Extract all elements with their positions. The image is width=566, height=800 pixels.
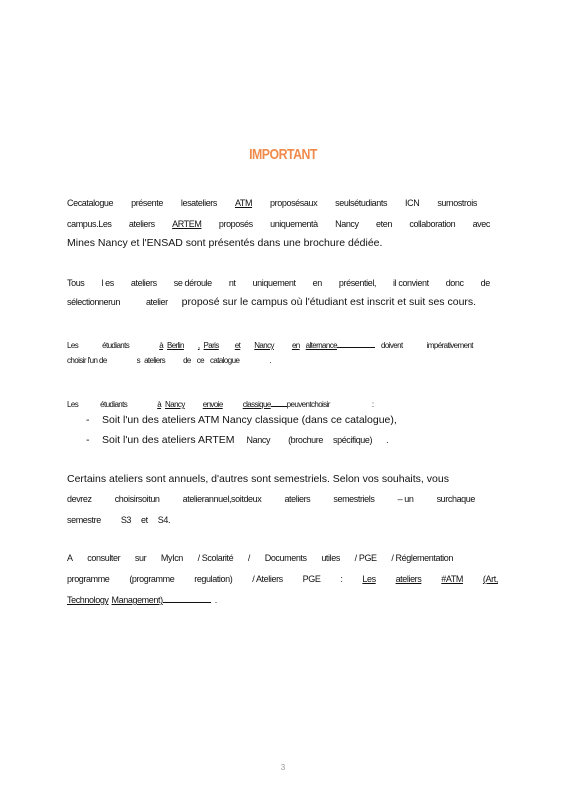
- p1-line-2: [67, 219, 490, 229]
- word: seulsétudiants: [335, 198, 388, 208]
- word: .: [386, 435, 389, 445]
- word: surnostrois: [437, 198, 477, 208]
- word: Documents: [264, 553, 307, 563]
- word: en: [312, 278, 322, 288]
- word: ICN: [405, 198, 420, 208]
- word: ateliers: [284, 494, 311, 504]
- word: se déroule: [173, 278, 212, 288]
- bullet-item-1: [86, 414, 397, 426]
- word: ateliers: [130, 278, 157, 288]
- word: choisir l'un de: [67, 356, 107, 365]
- p1-line-1: [67, 198, 477, 208]
- word: nt: [228, 278, 236, 288]
- word: / PGE: [354, 553, 377, 563]
- word: – un: [397, 494, 414, 504]
- word: atelierannuel,soitdeux: [182, 494, 262, 504]
- word: programme: [67, 574, 110, 584]
- word: l es: [101, 278, 114, 288]
- word: Les: [67, 341, 79, 350]
- p4-line-1: [67, 397, 373, 409]
- word: Nancy: [165, 400, 185, 409]
- word: eten: [376, 219, 392, 229]
- word: / Scolarité: [197, 553, 234, 563]
- word: et: [141, 515, 148, 525]
- word: /: [247, 553, 251, 563]
- word: S4.: [157, 515, 171, 525]
- word: uniquementà: [270, 219, 318, 229]
- word: proposés: [218, 219, 253, 229]
- word: Les: [67, 400, 79, 409]
- word: donc: [445, 278, 464, 288]
- word: choisirsoitun: [114, 494, 160, 504]
- word: A: [67, 553, 73, 563]
- word: atelier: [145, 297, 168, 307]
- word: alternance: [305, 341, 338, 350]
- word: :: [371, 400, 374, 409]
- word: surchaque: [436, 494, 475, 504]
- word: classique: [242, 400, 271, 409]
- word: ce: [196, 356, 205, 365]
- word: avec: [472, 219, 490, 229]
- word: collaboration: [409, 219, 456, 229]
- underline-gap: [163, 593, 211, 603]
- underline-gap: [337, 338, 375, 348]
- word: .: [214, 595, 217, 605]
- word: devrez: [67, 494, 92, 504]
- bullet-dash: -: [86, 414, 90, 426]
- p6-line-2: [67, 574, 498, 584]
- word: / Réglementation: [391, 553, 453, 563]
- p5-line-1: Certains ateliers sont annuels, d'autres sont semestriels. Selon vos souhaits, vous: [67, 473, 449, 485]
- word: à: [157, 400, 162, 409]
- word: MyIcn: [160, 553, 183, 563]
- p2-line-2: [67, 296, 476, 308]
- p6-line-1: [67, 553, 453, 563]
- word: impérativement: [426, 341, 473, 350]
- word: à: [159, 341, 164, 350]
- word: présentiel,: [338, 278, 377, 288]
- word: étudiants: [100, 400, 128, 409]
- word: utiles: [321, 553, 340, 563]
- word: uniquement: [252, 278, 296, 288]
- word: de: [183, 356, 191, 365]
- bullet-text: Soit l'un des ateliers ATM Nancy classique (dans ce catalogue),: [102, 414, 397, 426]
- word-artem: ARTEM: [172, 219, 202, 229]
- word-atm: ATM: [234, 198, 253, 208]
- p5-line-3: [67, 515, 170, 525]
- word: (brochure: [288, 435, 323, 445]
- word: S3: [120, 515, 132, 525]
- word: Nancy: [246, 435, 271, 445]
- word: catalogue: [210, 356, 240, 365]
- word: spécifique): [332, 435, 373, 445]
- p3-line-1: [67, 338, 473, 350]
- word: semestriels: [333, 494, 375, 504]
- bullet-dash: -: [86, 434, 90, 446]
- word: doivent: [381, 341, 403, 350]
- word: de: [480, 278, 490, 288]
- link-word[interactable]: Technology: [67, 595, 109, 605]
- word: envoie: [202, 400, 223, 409]
- page-number: 3: [280, 763, 286, 772]
- p6-line-3: [67, 593, 217, 605]
- word: PGE: [302, 574, 321, 584]
- word: en: [291, 341, 300, 350]
- word: sur: [134, 553, 147, 563]
- link-word[interactable]: #ATM: [441, 574, 464, 584]
- word: regulation): [194, 574, 233, 584]
- word: Paris: [203, 341, 219, 350]
- p3-line-2: [67, 356, 271, 365]
- word: .: [269, 356, 271, 365]
- word: campus.Les: [67, 219, 112, 229]
- word: ,: [197, 341, 200, 350]
- word: étudiants: [102, 341, 130, 350]
- word: semestre: [67, 515, 101, 525]
- word: ateliers: [128, 219, 155, 229]
- underline-gap: [271, 397, 287, 407]
- word: Cecatalogue: [67, 198, 114, 208]
- page-title: IMPORTANT: [249, 146, 317, 163]
- word: (programme: [129, 574, 175, 584]
- word: il convient: [393, 278, 429, 288]
- p2-line-1: [67, 278, 490, 288]
- word: Nancy: [335, 219, 359, 229]
- word: lesateliers: [180, 198, 217, 208]
- word: :: [340, 574, 343, 584]
- word: consulter: [87, 553, 121, 563]
- word: s: [136, 356, 141, 365]
- link-word[interactable]: ateliers: [395, 574, 422, 584]
- word: ateliers: [144, 356, 166, 365]
- word: Nancy: [254, 341, 274, 350]
- word: et: [234, 341, 241, 350]
- link-word[interactable]: Management): [111, 595, 163, 605]
- word: / Ateliers: [252, 574, 283, 584]
- sentence-tail: proposé sur le campus où l'étudiant est inscrit et suit ses cours.: [181, 296, 477, 308]
- p1-line-3: Mines Nancy et l'ENSAD sont présentés dans une brochure dédiée.: [67, 237, 383, 249]
- bullet-item-2: [86, 434, 388, 446]
- link-word[interactable]: (Art,: [482, 574, 498, 584]
- word: peuventchoisir: [286, 400, 330, 409]
- word: proposésaux: [270, 198, 318, 208]
- word: sélectionnerun: [67, 297, 120, 307]
- link-word[interactable]: Les: [362, 574, 376, 584]
- word: Tous: [67, 278, 85, 288]
- word: présente: [131, 198, 163, 208]
- p5-line-2: [67, 494, 475, 504]
- word: Berlin: [167, 341, 184, 350]
- bullet-text: Soit l'un des ateliers ARTEM: [102, 434, 235, 446]
